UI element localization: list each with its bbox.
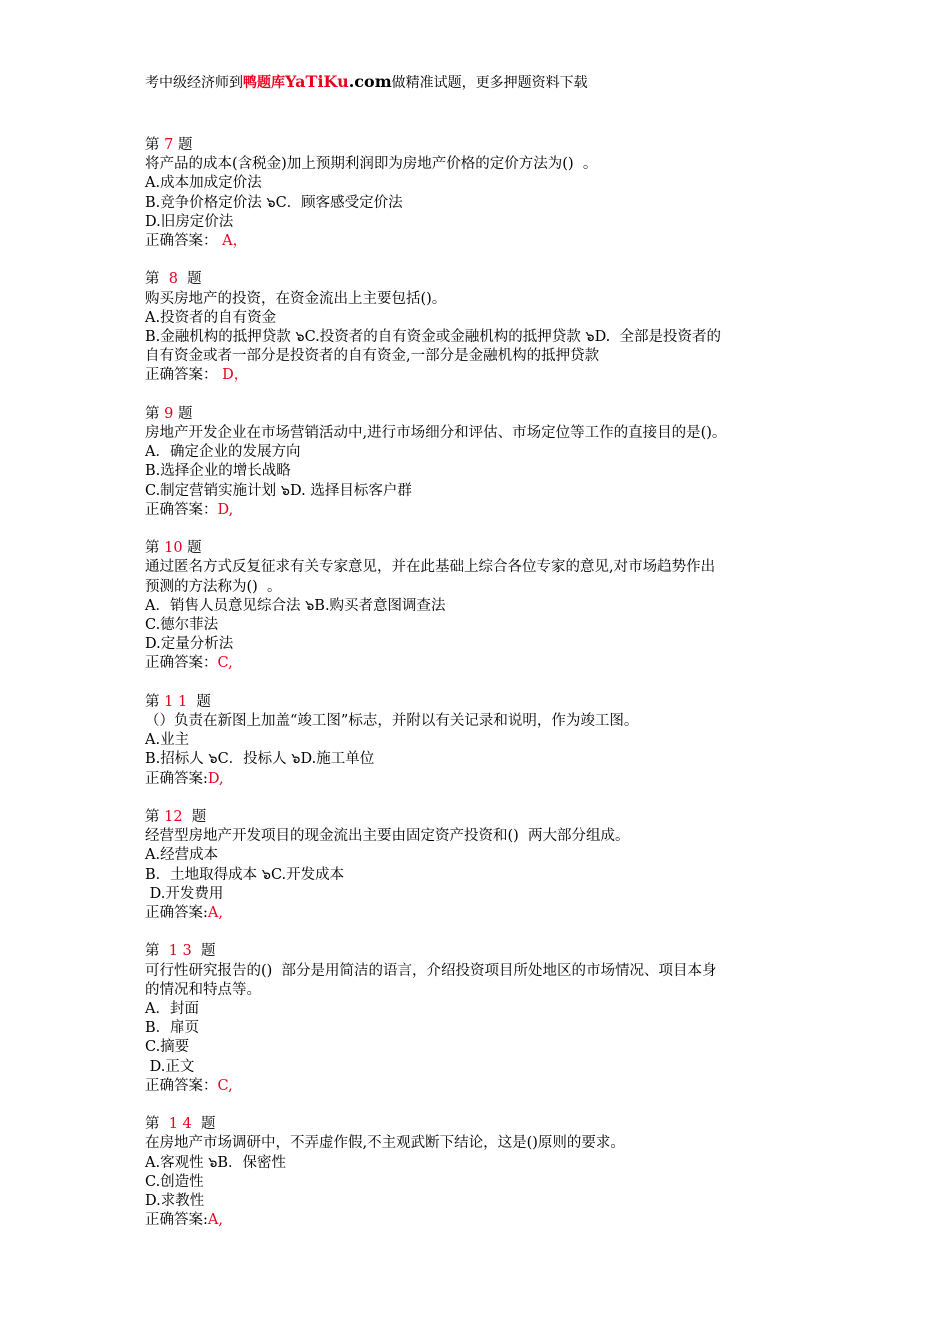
question-number-suffix: 题 xyxy=(191,1116,216,1133)
answer-option: A.业主 xyxy=(145,732,190,749)
question-number-value: 10 xyxy=(164,540,183,557)
answer-option: A.经营成本 xyxy=(145,847,219,864)
question-stem: 房地产开发企业在市场营销活动中,进行市场细分和评估、市场定位等工作的直接目的是()。 xyxy=(145,425,727,442)
correct-answer xyxy=(145,904,825,923)
question-number-prefix: 第 xyxy=(145,271,169,288)
answer-option: A．销售人员意见综合法 ๖B.购买者意图调查法 xyxy=(145,597,446,614)
answer-option: B．土地取得成本 ๖C.开发成本 xyxy=(145,866,345,883)
correct-answer-value: C, xyxy=(217,655,233,672)
correct-answer-value: A， xyxy=(217,233,248,250)
page-header xyxy=(145,72,588,93)
answer-option: A.成本加成定价法 xyxy=(145,175,262,192)
question-stem: 通过匿名方式反复征求有关专家意见，并在此基础上综合各位专家的意见,对市场趋势作出 xyxy=(145,559,716,576)
correct-answer-label: 正确答案： xyxy=(145,1077,218,1094)
question-number-suffix: 题 xyxy=(173,405,193,422)
answer-option: C.德尔菲法 xyxy=(145,617,219,634)
answer-option: A.投资者的自有资金 xyxy=(145,309,277,326)
correct-answer-label: 正确答案: xyxy=(145,770,208,787)
correct-answer-value: D， xyxy=(217,367,249,384)
question-stem: 购买房地产的投资，在资金流出上主要包括()。 xyxy=(145,290,447,307)
correct-answer xyxy=(145,232,825,251)
question-number xyxy=(145,270,825,289)
question-number xyxy=(145,136,825,155)
answer-option: C.制定营销实施计划 ๖D. 选择目标客户群 xyxy=(145,482,412,499)
header-suffix: 做精准试题，更多押题资料下载 xyxy=(391,75,588,91)
correct-answer-value: A, xyxy=(207,905,223,922)
correct-answer-label: 正确答案： xyxy=(145,367,218,384)
question-stem: 在房地产市场调研中，不弄虚作假,不主观武断下结论，这是()原则的要求。 xyxy=(145,1135,625,1152)
question-stem: 经营型房地产开发项目的现金流出主要由固定资产投资和() 两大部分组成。 xyxy=(145,828,630,845)
correct-answer xyxy=(145,654,825,673)
question-number-prefix: 第 xyxy=(145,693,165,710)
correct-answer-label: 正确答案： xyxy=(145,655,218,672)
question-stem: 可行性研究报告的() 部分是用简洁的语言，介绍投资项目所处地区的市场情况、项目本身 xyxy=(145,962,717,979)
question-number xyxy=(145,808,825,827)
answer-option: D.求教性 xyxy=(145,1193,205,1210)
correct-answer xyxy=(145,770,825,789)
question-number-prefix: 第 xyxy=(145,809,165,826)
question-block xyxy=(145,1115,825,1230)
question-number-value: 7 xyxy=(164,137,174,153)
answer-option: B.选择企业的增长战略 xyxy=(145,463,291,480)
correct-answer-value: A, xyxy=(207,1212,223,1229)
question-stem: 预测的方法称为() 。 xyxy=(145,578,282,595)
answer-option: B．扉页 xyxy=(145,1020,200,1037)
question-number xyxy=(145,539,825,558)
question-number-value: 8 xyxy=(168,271,178,288)
question-stem: 将产品的成本(含税金)加上预期利润即为房地产价格的定价方法为() 。 xyxy=(145,156,598,173)
answer-option: D.旧房定价法 xyxy=(145,213,234,230)
question-number-value: 1 4 xyxy=(168,1116,192,1133)
answer-option: A．确定企业的发展方向 xyxy=(145,444,301,461)
answer-option: D.开发费用 xyxy=(145,885,224,902)
question-number xyxy=(145,405,825,424)
question-list xyxy=(145,136,825,1250)
answer-option: D.定量分析法 xyxy=(145,636,234,653)
question-number-suffix: 题 xyxy=(187,693,211,710)
question-number-suffix: 题 xyxy=(182,540,202,557)
question-block xyxy=(145,539,825,673)
question-number-prefix: 第 xyxy=(145,540,165,557)
correct-answer-value: D, xyxy=(207,770,224,787)
correct-answer-value: C, xyxy=(217,1077,233,1094)
question-number-value: 1 3 xyxy=(168,943,192,960)
question-number-value: 12 xyxy=(164,809,183,826)
question-number xyxy=(145,693,825,712)
question-block xyxy=(145,808,825,923)
question-number-suffix: 题 xyxy=(191,943,216,960)
correct-answer-label: 正确答案： xyxy=(145,233,218,250)
correct-answer-label: 正确答案: xyxy=(145,905,208,922)
brand-name-cn: 鸭题库 xyxy=(243,75,285,91)
question-stem: （）负责在新图上加盖“竣工图”标志，并附以有关记录和说明，作为竣工图。 xyxy=(145,713,639,730)
question-number xyxy=(145,942,825,961)
answer-option: A．封面 xyxy=(145,1001,199,1018)
question-number-suffix: 题 xyxy=(182,809,207,826)
correct-answer-label: 正确答案： xyxy=(145,501,218,518)
question-number-suffix: 题 xyxy=(173,137,193,153)
answer-option: B.金融机构的抵押贷款 ๖C.投资者的自有资金或金融机构的抵押贷款 ๖D. 全部是投资者的 xyxy=(145,329,722,346)
question-block xyxy=(145,942,825,1096)
question-number-prefix: 第 xyxy=(145,1116,169,1133)
correct-answer xyxy=(145,501,825,520)
answer-option: B.招标人 ๖C．投标人 ๖D.施工单位 xyxy=(145,751,375,768)
brand-name-en: YaTiKu xyxy=(285,72,349,91)
answer-option: 自有资金或者一部分是投资者的自有资金,一部分是金融机构的抵押贷款 xyxy=(145,348,600,365)
correct-answer xyxy=(145,1077,825,1096)
question-block xyxy=(145,405,825,520)
question-number-prefix: 第 xyxy=(145,405,165,422)
answer-option: C.摘要 xyxy=(145,1039,190,1056)
question-block xyxy=(145,270,825,385)
question-number-value: 9 xyxy=(164,405,174,422)
question-number-prefix: 第 xyxy=(145,137,165,153)
answer-option: B.竞争价格定价法 ๖C．顾客感受定价法 xyxy=(145,194,403,211)
question-number-value: 1 1 xyxy=(164,693,188,710)
brand-domain: .com xyxy=(348,72,392,91)
question-stem: 的情况和特点等。 xyxy=(145,981,261,998)
question-block xyxy=(145,693,825,789)
correct-answer xyxy=(145,366,825,385)
question-number-prefix: 第 xyxy=(145,943,169,960)
question-number-suffix: 题 xyxy=(177,271,202,288)
question-block xyxy=(145,136,825,251)
question-number xyxy=(145,1115,825,1134)
answer-option: A.客观性 ๖B．保密性 xyxy=(145,1154,287,1171)
answer-option: C.创造性 xyxy=(145,1173,204,1190)
correct-answer-value: D, xyxy=(217,501,234,518)
correct-answer-label: 正确答案: xyxy=(145,1212,208,1229)
header-prefix: 考中级经济师到 xyxy=(145,75,243,91)
correct-answer xyxy=(145,1211,825,1230)
answer-option: D.正文 xyxy=(145,1058,195,1075)
